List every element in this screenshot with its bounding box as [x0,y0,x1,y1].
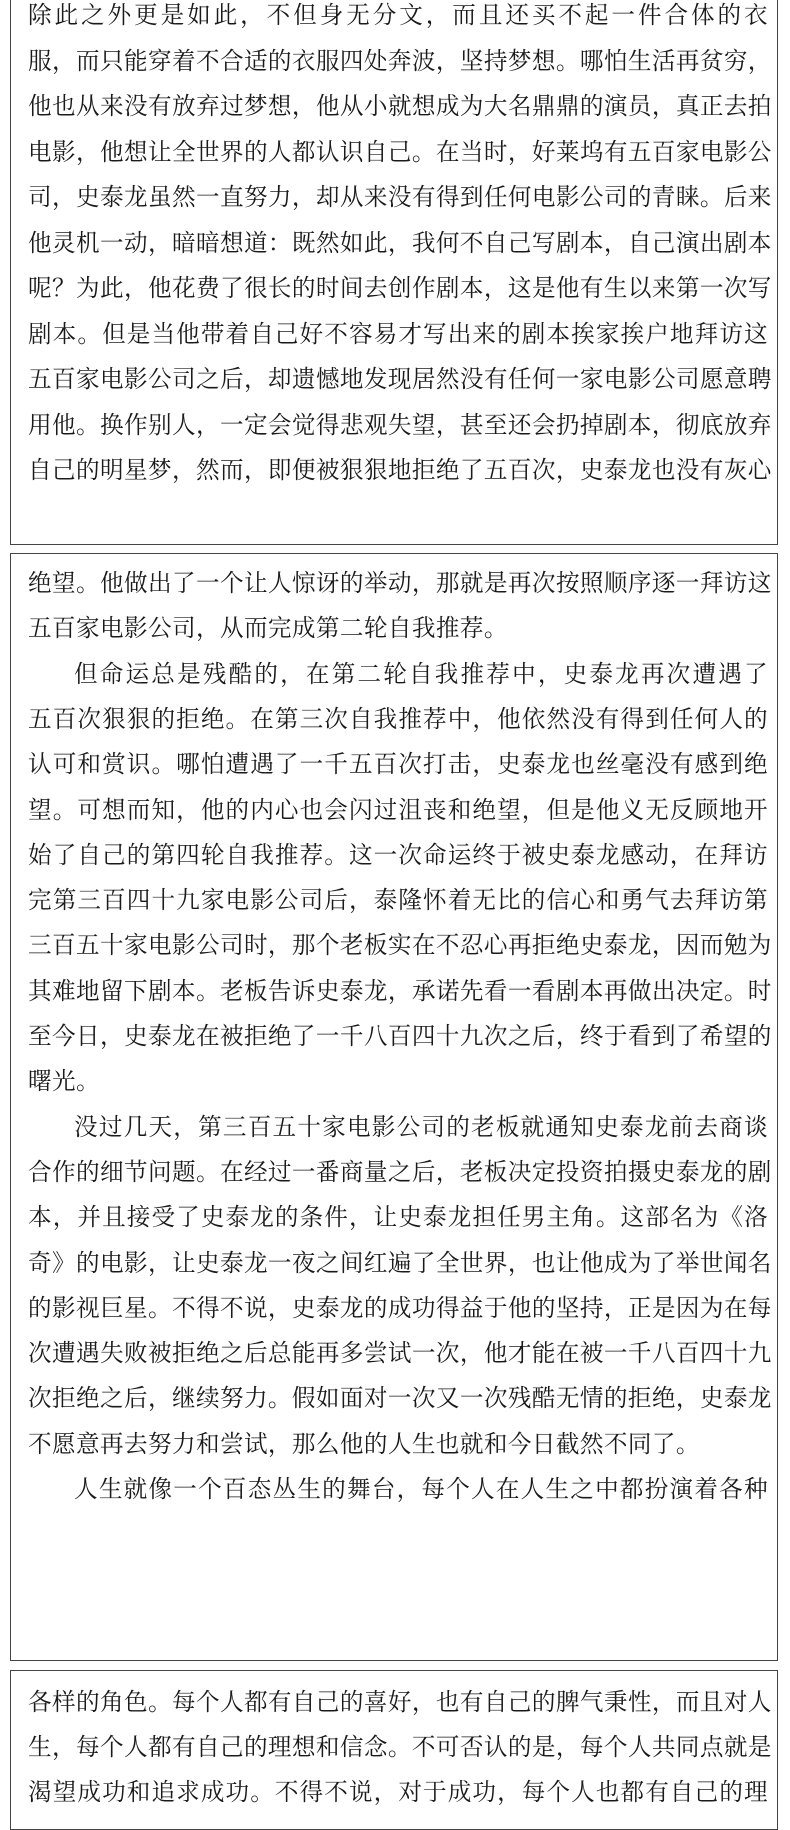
text-page-fragment-1 [10,0,778,545]
text-line: 始了自己的第四轮自我推荐。这一次命运终于被史泰龙感动，在拜访 [28,840,768,869]
text-page-fragment-2 [10,553,778,1661]
text-line: 渴望成功和追求成功。不得不说，对于成功，每个人也都有自己的理 [28,1778,768,1806]
text-line: 人生就像一个百态丛生的舞台，每个人在人生之中都扮演着各种 [74,1475,768,1503]
text-line: 完第三百四十九家电影公司后，泰隆怀着无比的信心和勇气去拜访第 [28,886,768,915]
text-line: 用他。换作别人，一定会觉得悲观失望，甚至还会扔掉剧本，彻底放弃 [28,410,772,439]
text-line: 五百家电影公司，从而完成第二轮自我推荐。 [28,614,508,643]
text-line: 至今日，史泰龙在被拒绝了一千八百四十九次之后，终于看到了希望的 [28,1022,772,1050]
text-line: 他也从来没有放弃过梦想，他从小就想成为大名鼎鼎的演员，真正去拍 [28,92,772,120]
text-line: 合作的细节问题。在经过一番商量之后，老板决定投资拍摄史泰龙的剧 [28,1157,772,1186]
text-line: 除此之外更是如此，不但身无分文，而且还买不起一件合体的衣 [28,1,768,29]
text-line: 各样的角色。每个人都有自己的喜好，也有自己的脾气秉性，而且对人 [28,1688,772,1716]
text-line: 自己的明星梦，然而，即便被狠狠地拒绝了五百次，史泰龙也没有灰心 [28,456,772,484]
text-line: 奇》的电影，让史泰龙一夜之间红遍了全世界，也让他成为了举世闻名 [28,1248,772,1277]
text-line: 五百家电影公司之后，却遗憾地发现居然没有任何一家电影公司愿意聘 [28,365,772,393]
text-line: 认可和赏识。哪怕遭遇了一千五百次打击，史泰龙也丝毫没有感到绝 [28,750,768,779]
text-line: 呢？为此，他花费了很长的时间去创作剧本，这是他有生以来第一次写 [28,274,772,302]
text-line: 曙光。 [28,1067,100,1096]
text-page-fragment-3 [10,1670,778,1830]
text-line: 望。可想而知，他的内心也会闪过沮丧和绝望，但是他义无反顾地开 [28,795,768,824]
text-line: 他灵机一动，暗暗想道：既然如此，我何不自己写剧本，自己演出剧本 [28,228,772,257]
text-line: 次遭遇失败被拒绝之后总能再多尝试一次，他才能在被一千八百四十九 [28,1339,772,1368]
text-line: 五百次狠狠的拒绝。在第三次自我推荐中，他依然没有得到任何人的 [28,704,768,733]
text-line: 没过几天，第三百五十家电影公司的老板就通知史泰龙前去商谈 [74,1112,768,1141]
text-line: 司，史泰龙虽然一直努力，却从来没有得到任何电影公司的青睐。后来 [28,183,772,211]
text-line: 绝望。他做出了一个让人惊讶的举动，那就是再次按照顺序逐一拜访这 [28,569,772,597]
text-line: 但命运总是残酷的，在第二轮自我推荐中，史泰龙再次遭遇了 [74,659,768,688]
text-line: 服，而只能穿着不合适的衣服四处奔波，坚持梦想。哪怕生活再贫穷， [28,46,772,75]
text-line: 次拒绝之后，继续努力。假如面对一次又一次残酷无情的拒绝，史泰龙 [28,1384,772,1413]
text-line: 的影视巨星。不得不说，史泰龙的成功得益于他的坚持，正是因为在每 [28,1293,772,1322]
text-line: 剧本。但是当他带着自己好不容易才写出来的剧本挨家挨户地拜访这 [28,319,768,348]
text-line: 三百五十家电影公司时，那个老板实在不忍心再拒绝史泰龙，因而勉为 [28,931,772,960]
text-line: 其难地留下剧本。老板告诉史泰龙，承诺先看一看剧本再做出决定。时 [28,976,772,1005]
text-line: 生，每个人都有自己的理想和信念。不可否认的是，每个人共同点就是 [28,1733,772,1761]
text-line: 不愿意再去努力和尝试，那么他的人生也就和今日截然不同了。 [28,1429,700,1458]
text-line: 电影，他想让全世界的人都认识自己。在当时，好莱坞有五百家电影公 [28,137,772,166]
text-line: 本，并且接受了史泰龙的条件，让史泰龙担任男主角。这部名为《洛 [28,1203,768,1232]
